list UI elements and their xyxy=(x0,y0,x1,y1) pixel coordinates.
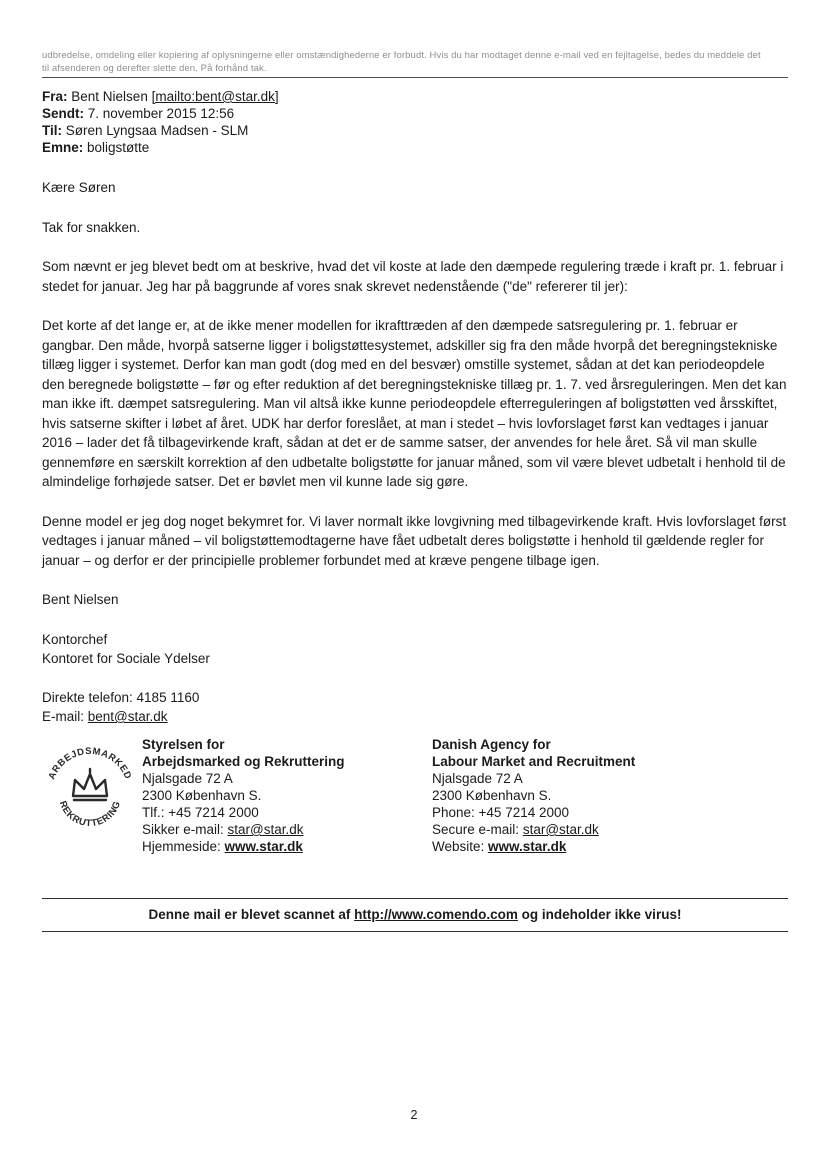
scan-banner-prefix: Denne mail er blevet scannet af xyxy=(148,907,351,922)
signature-email-line xyxy=(42,707,788,727)
web-link-da[interactable]: www.star.dk xyxy=(224,839,303,854)
disclaimer-line-1: udbredelse, omdeling eller kopiering af oplysningerne eller omstændighederne er forbudt. Hvis du har modtaget denne e-mail ved en fejltagelse, bedes du meddele det xyxy=(42,50,761,61)
sent-label: Sendt: xyxy=(42,106,84,121)
footer-column-danish xyxy=(142,736,432,855)
email-body xyxy=(42,178,788,727)
agency-name-da-1: Styrelsen for xyxy=(142,737,225,752)
email-header-block xyxy=(42,88,788,156)
from-value: Bent Nielsen xyxy=(71,89,148,104)
to-label: Til: xyxy=(42,123,62,138)
web-line-en xyxy=(432,838,788,855)
spacer xyxy=(42,669,788,688)
to-value: Søren Lyngsaa Madsen - SLM xyxy=(65,123,249,138)
address-en-1: Njalsgade 72 A xyxy=(432,771,523,786)
logo-bottom-text: REKRUTTERING xyxy=(56,799,124,830)
greeting: Kære Søren xyxy=(42,180,116,195)
comendo-link[interactable]: http://www.comendo.com xyxy=(354,907,518,922)
scan-banner-suffix: og indeholder ikke virus! xyxy=(521,907,682,922)
address-da-2: 2300 København S. xyxy=(142,788,262,803)
subject-label: Emne: xyxy=(42,140,84,155)
web-label-en: Website: xyxy=(432,839,485,854)
email-link-da[interactable]: star@star.dk xyxy=(227,822,304,837)
email-link-en[interactable]: star@star.dk xyxy=(522,822,599,837)
email-content xyxy=(42,50,788,727)
body-paragraph-1: Tak for snakken. xyxy=(42,219,141,235)
mailto-link[interactable]: [mailto:bent@star.dk] xyxy=(151,89,279,104)
agency-name-en-1: Danish Agency for xyxy=(432,737,551,752)
signature-name: Bent Nielsen xyxy=(42,592,119,607)
page-number: 2 xyxy=(410,1108,418,1122)
phone-en: Phone: +45 7214 2000 xyxy=(432,805,570,820)
header-field-subject xyxy=(42,139,788,156)
from-label: Fra: xyxy=(42,89,68,104)
subject-value: boligstøtte xyxy=(87,140,150,155)
signature-email-link[interactable]: bent@star.dk xyxy=(87,709,168,724)
signature-phone: Direkte telefon: 4185 1160 xyxy=(42,689,200,705)
svg-text:REKRUTTERING xyxy=(57,799,123,829)
signature-department: Kontoret for Sociale Ydelser xyxy=(42,651,210,666)
logo-top-text: ARBEJDSMARKED xyxy=(46,745,134,782)
agency-name-en-2: Labour Market and Recruitment xyxy=(432,754,636,769)
email-line-da xyxy=(142,821,432,838)
footer-column-english xyxy=(432,736,788,855)
disclaimer-line-2: til afsenderen og derefter slette den. På forhånd tak. xyxy=(42,62,267,74)
body-paragraph-3: Det korte af det lange er, at de ikke mener modellen for ikrafttræden af den dæmpede satsregulering pr. 1. februar er gangbar. Den måde, hvorpå satserne ligger i boligstøttesystemet, adskiller sig fra den måde hvorpå det beregningstekniske tillæg ligger i systemet. Derfor kan man godt (dog med en del besvær) omstille systemet, sådan at det kan periodeopdele den beregnede boligstøtte – før og efter reduktion af det beregningstekniske tillæg pr. 1. 7. ved årsreguleringen. Men det kan man ikke ift. dæmpet satsregulering. Man vil altså ikke kunne periodeopdele efterreguleringen af boligstøtten ved årsskiftet, hvis satserne skifter i løbet af året. UDK har derfor foreslået, at man i stedet – hvis lovforslaget først kan vedtages i januar 2016 – lader det få tilbagevirkende kraft, sådan at det er de samme satser, der anvendes for hele året. Så vil man skulle gennemføre en særskilt korrektion af den udbetalte boligstøtte for januar måned, som vil være blevet udbetalt i henhold til de almindelige forhøjede satser. Det er bøvlet men vil kunne lade sig gøre. xyxy=(42,318,787,489)
header-divider-line xyxy=(42,77,788,78)
signature-title: Kontorchef xyxy=(42,631,108,647)
email-label-en: Secure e-mail: xyxy=(432,822,520,837)
crown-icon xyxy=(73,769,107,800)
header-field-to xyxy=(42,122,788,139)
body-paragraph-4: Denne model er jeg dog noget bekymret for. Vi laver normalt ikke lovgivning med tilbagevirkende kraft. Hvis lovforslaget først vedtages i januar måned – vil boligstøttemodtagerne have fået udbetalt deres boligstøtte i henhold til gældende regler for januar – og derfor er der principielle problemer forbundet med at kræve pengene tilbage igen. xyxy=(42,513,787,568)
web-line-da xyxy=(142,838,432,855)
email-label-da: Sikker e-mail: xyxy=(142,822,224,837)
address-da-1: Njalsgade 72 A xyxy=(142,771,233,786)
agency-name-da-2: Arbejdsmarked og Rekruttering xyxy=(142,754,345,769)
address-en-2: 2300 København S. xyxy=(432,788,552,803)
virus-scan-banner xyxy=(42,898,788,932)
web-link-en[interactable]: www.star.dk xyxy=(488,839,567,854)
star-logo-graphic xyxy=(40,738,140,838)
signature-email-label: E-mail: xyxy=(42,709,85,724)
agency-logo xyxy=(40,738,140,842)
sent-value: 7. november 2015 12:56 xyxy=(87,106,235,121)
body-paragraph-2: Som nævnt er jeg blevet bedt om at beskrive, hvad det vil koste at lade den dæmpede regulering træde i kraft pr. 1. februar i stedet for januar. Jeg har på baggrunde af vores snak skrevet nedenstående ("de" refererer til jer): xyxy=(42,259,784,294)
phone-da: Tlf.: +45 7214 2000 xyxy=(142,805,259,820)
email-line-en xyxy=(432,821,788,838)
web-label-da: Hjemmeside: xyxy=(142,839,221,854)
header-field-sent xyxy=(42,105,788,122)
agency-footer xyxy=(40,736,788,855)
header-field-from xyxy=(42,88,788,105)
confidentiality-disclaimer xyxy=(42,50,788,75)
